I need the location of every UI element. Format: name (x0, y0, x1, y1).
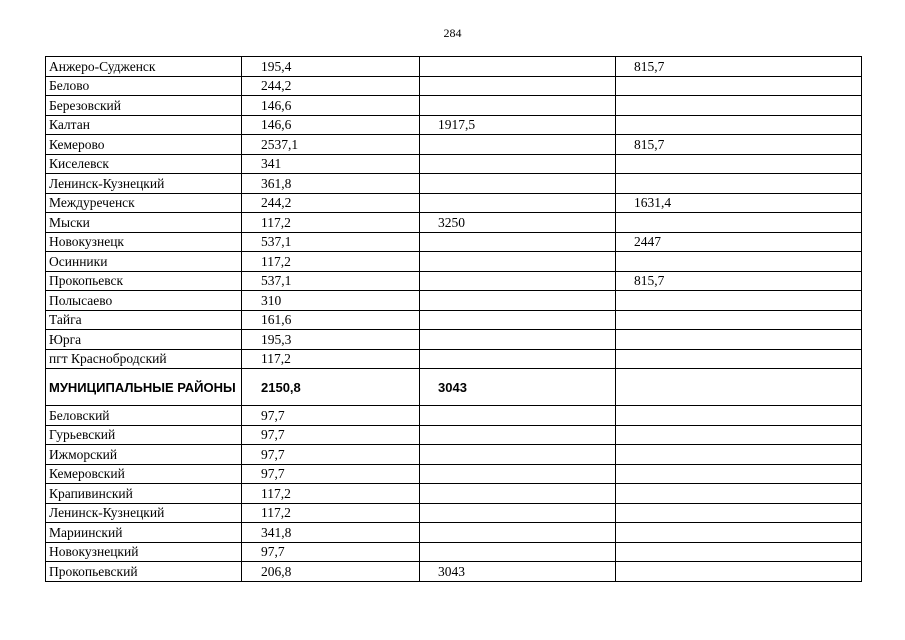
column-4-cell (616, 154, 862, 174)
table-row (46, 57, 862, 77)
territory-name-cell: Белово (46, 76, 242, 96)
territory-name-cell: Прокопьевский (46, 562, 242, 582)
column-3-cell: 3250 (420, 213, 616, 233)
territory-name-cell: МУНИЦИПАЛЬНЫЕ РАЙОНЫ (46, 369, 242, 406)
column-4-cell (616, 330, 862, 350)
value-cell: 117,2 (242, 349, 420, 369)
value-cell: 97,7 (242, 445, 420, 465)
value-cell: 2150,8 (242, 369, 420, 406)
table-row (46, 76, 862, 96)
table-row (46, 330, 862, 350)
value-cell: 97,7 (242, 406, 420, 426)
table-row (46, 213, 862, 233)
value-cell: 310 (242, 291, 420, 311)
value-cell: 537,1 (242, 232, 420, 252)
table-body (46, 57, 862, 582)
table-row (46, 484, 862, 504)
column-4-cell: 815,7 (616, 57, 862, 77)
table-row (46, 542, 862, 562)
territory-name-cell: Анжеро-Судженск (46, 57, 242, 77)
column-3-cell (420, 349, 616, 369)
column-3-cell (420, 271, 616, 291)
territory-name-cell: Гурьевский (46, 425, 242, 445)
territory-name-cell: Новокузнецк (46, 232, 242, 252)
column-3-cell: 3043 (420, 562, 616, 582)
table-row (46, 193, 862, 213)
table-row (46, 271, 862, 291)
column-3-cell (420, 232, 616, 252)
territory-name-cell: Прокопьевск (46, 271, 242, 291)
value-cell: 97,7 (242, 542, 420, 562)
territory-name-cell: Новокузнецкий (46, 542, 242, 562)
territory-name-cell: Киселевск (46, 154, 242, 174)
column-4-cell: 815,7 (616, 135, 862, 155)
column-4-cell (616, 445, 862, 465)
column-4-cell (616, 115, 862, 135)
territory-name-cell: Полысаево (46, 291, 242, 311)
territory-name-cell: Юрга (46, 330, 242, 350)
table-row (46, 464, 862, 484)
value-cell: 117,2 (242, 484, 420, 504)
data-table (45, 56, 862, 582)
column-4-cell (616, 252, 862, 272)
value-cell: 146,6 (242, 96, 420, 116)
table-row (46, 252, 862, 272)
column-3-cell (420, 503, 616, 523)
table-row (46, 291, 862, 311)
territory-name-cell: Березовский (46, 96, 242, 116)
table-row (46, 406, 862, 426)
column-3-cell (420, 425, 616, 445)
column-3-cell (420, 57, 616, 77)
section-row (46, 369, 862, 406)
territory-name-cell: Ленинск-Кузнецкий (46, 174, 242, 194)
column-4-cell (616, 484, 862, 504)
table-row (46, 115, 862, 135)
value-cell: 161,6 (242, 310, 420, 330)
value-cell: 341,8 (242, 523, 420, 543)
column-4-cell (616, 174, 862, 194)
column-3-cell (420, 542, 616, 562)
column-4-cell (616, 213, 862, 233)
column-3-cell (420, 193, 616, 213)
territory-name-cell: Калтан (46, 115, 242, 135)
value-cell: 117,2 (242, 503, 420, 523)
territory-name-cell: Ленинск-Кузнецкий (46, 503, 242, 523)
column-3-cell (420, 310, 616, 330)
column-3-cell (420, 96, 616, 116)
value-cell: 244,2 (242, 193, 420, 213)
column-3-cell (420, 154, 616, 174)
table-row (46, 503, 862, 523)
column-4-cell (616, 76, 862, 96)
column-3-cell (420, 252, 616, 272)
column-4-cell: 815,7 (616, 271, 862, 291)
territory-name-cell: Осинники (46, 252, 242, 272)
column-4-cell (616, 291, 862, 311)
column-3-cell (420, 406, 616, 426)
column-4-cell (616, 542, 862, 562)
column-3-cell (420, 291, 616, 311)
column-4-cell (616, 425, 862, 445)
table-row (46, 96, 862, 116)
column-4-cell (616, 369, 862, 406)
column-3-cell (420, 174, 616, 194)
territory-name-cell: Крапивинский (46, 484, 242, 504)
value-cell: 206,8 (242, 562, 420, 582)
column-4-cell (616, 562, 862, 582)
value-cell: 146,6 (242, 115, 420, 135)
table-row (46, 425, 862, 445)
column-4-cell: 2447 (616, 232, 862, 252)
value-cell: 117,2 (242, 252, 420, 272)
table-row (46, 562, 862, 582)
territory-name-cell: Кемерово (46, 135, 242, 155)
table-row (46, 174, 862, 194)
column-4-cell (616, 464, 862, 484)
table-row (46, 349, 862, 369)
column-4-cell (616, 310, 862, 330)
column-4-cell (616, 406, 862, 426)
column-3-cell (420, 445, 616, 465)
table-row (46, 523, 862, 543)
value-cell: 2537,1 (242, 135, 420, 155)
column-4-cell (616, 523, 862, 543)
value-cell: 97,7 (242, 464, 420, 484)
column-4-cell (616, 349, 862, 369)
territory-name-cell: пгт Краснобродский (46, 349, 242, 369)
column-3-cell (420, 464, 616, 484)
column-4-cell (616, 96, 862, 116)
territory-name-cell: Беловский (46, 406, 242, 426)
value-cell: 195,4 (242, 57, 420, 77)
column-3-cell (420, 523, 616, 543)
table-row (46, 310, 862, 330)
column-3-cell (420, 484, 616, 504)
table-row (46, 154, 862, 174)
column-3-cell (420, 330, 616, 350)
territory-name-cell: Мыски (46, 213, 242, 233)
column-3-cell (420, 135, 616, 155)
column-3-cell: 3043 (420, 369, 616, 406)
value-cell: 195,3 (242, 330, 420, 350)
column-4-cell: 1631,4 (616, 193, 862, 213)
page-number: 284 (443, 26, 462, 40)
value-cell: 244,2 (242, 76, 420, 96)
value-cell: 341 (242, 154, 420, 174)
value-cell: 97,7 (242, 425, 420, 445)
column-4-cell (616, 503, 862, 523)
territory-name-cell: Ижморский (46, 445, 242, 465)
territory-name-cell: Междуреченск (46, 193, 242, 213)
table-row (46, 445, 862, 465)
territory-name-cell: Кемеровский (46, 464, 242, 484)
table-row (46, 135, 862, 155)
column-3-cell (420, 76, 616, 96)
value-cell: 117,2 (242, 213, 420, 233)
value-cell: 361,8 (242, 174, 420, 194)
value-cell: 537,1 (242, 271, 420, 291)
territory-name-cell: Мариинский (46, 523, 242, 543)
column-3-cell: 1917,5 (420, 115, 616, 135)
table-row (46, 232, 862, 252)
territory-name-cell: Тайга (46, 310, 242, 330)
